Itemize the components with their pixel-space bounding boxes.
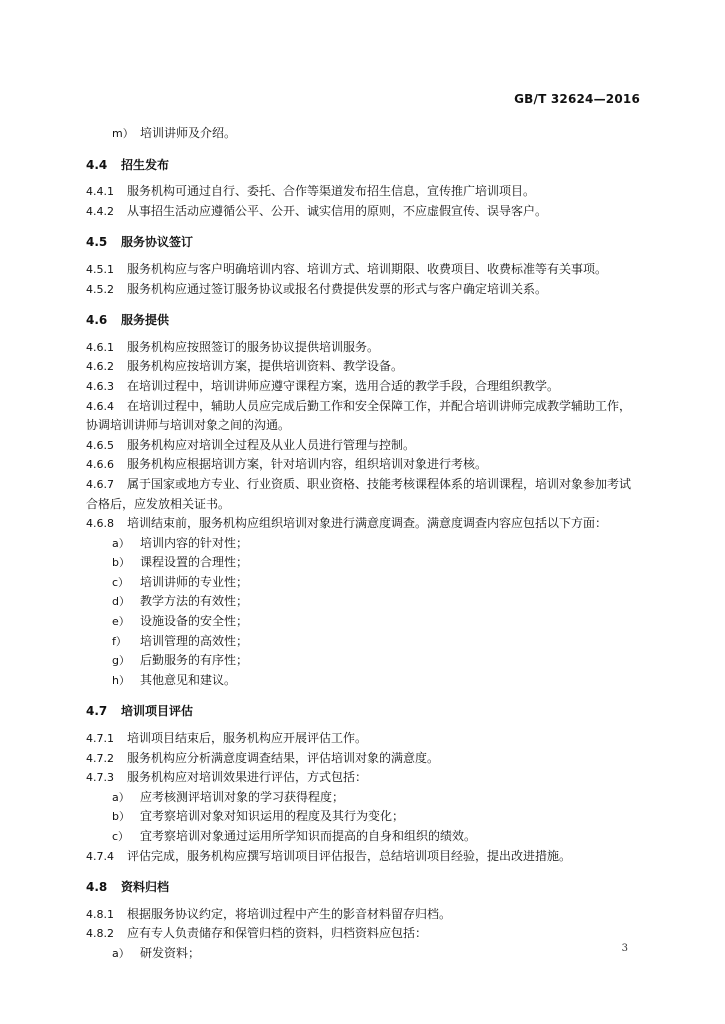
list-item xyxy=(86,671,642,691)
clause-text-continued: 合格后，应发放相关证书。 xyxy=(86,496,231,511)
list-item-text: 研发资料； xyxy=(140,945,201,960)
clause-number: 4.6.5 xyxy=(86,438,114,452)
list-item-label: b） xyxy=(112,556,130,570)
clause xyxy=(86,260,642,280)
list-item-text: 宜考察培训对象通过运用所学知识而提高的自身和组织的绩效。 xyxy=(140,829,477,843)
clause xyxy=(86,397,642,436)
clause-number: 4.6.8 xyxy=(86,517,114,531)
list-item xyxy=(86,124,642,144)
document-code: GB/T 32624—2016 xyxy=(514,92,640,106)
list-item xyxy=(86,651,642,671)
clause-text: 服务机构应对培训全过程及从业人员进行管理与控制。 xyxy=(127,437,416,452)
list-item-label: h） xyxy=(112,673,130,687)
clause-text: 从事招生活动应遵循公平、公开、诚实信用的原则，不应虚假宣传、误导客户。 xyxy=(127,203,548,218)
list-item-label: a） xyxy=(112,790,130,804)
list-item xyxy=(86,612,642,632)
clause xyxy=(86,455,642,475)
clause xyxy=(86,475,642,514)
list-item-label: f） xyxy=(112,634,127,648)
clause xyxy=(86,357,642,377)
list-item-text: 教学方法的有效性； xyxy=(140,594,249,609)
section-title: 招生发布 xyxy=(121,157,170,172)
clause-text: 服务机构应通过签订服务协议或报名付费提供发票的形式与客户确定培训关系。 xyxy=(127,281,548,296)
clause-text: 服务机构应对培训效果进行评估，方式包括： xyxy=(127,770,368,785)
clause xyxy=(86,514,642,534)
section-heading xyxy=(86,156,642,176)
clause-text: 应有专人负责储存和保管归档的资料，归档资料应包括： xyxy=(127,926,428,941)
list-item xyxy=(86,944,642,964)
clause-text: 在培训过程中，培训讲师应遵守课程方案，选用合适的教学手段，合理组织教学。 xyxy=(127,378,560,393)
clause-text: 培训结束前，服务机构应组织培训对象进行满意度调查。满意度调查内容应包括以下方面： xyxy=(127,516,608,531)
clause xyxy=(86,280,642,300)
clause-number: 4.7.4 xyxy=(86,849,114,863)
section-number: 4.8 xyxy=(86,880,108,895)
clause-number: 4.6.6 xyxy=(86,458,114,472)
section-number: 4.4 xyxy=(86,157,108,172)
clause-text: 服务机构应根据培训方案，针对培训内容，组织培训对象进行考核。 xyxy=(127,457,488,472)
section-heading xyxy=(86,233,642,253)
page-number: 3 xyxy=(621,943,628,954)
clause-text: 培训项目结束后，服务机构应开展评估工作。 xyxy=(127,731,368,746)
list-item xyxy=(86,807,642,827)
clause xyxy=(86,202,642,222)
clause-text: 服务机构应按培训方案，提供培训资料、教学设备。 xyxy=(127,359,404,374)
list-item xyxy=(86,592,642,612)
clause-number: 4.6.1 xyxy=(86,340,114,354)
list-item-label: a） xyxy=(112,536,130,550)
list-item-text: 设施设备的安全性； xyxy=(140,614,249,629)
list-item-text: 培训内容的针对性； xyxy=(140,535,249,550)
clause xyxy=(86,905,642,925)
list-item-text: 培训讲师的专业性； xyxy=(140,574,249,589)
clause xyxy=(86,847,642,867)
clause-number: 4.7.1 xyxy=(86,732,114,746)
clause-text: 服务机构应与客户明确培训内容、培训方式、培训期限、收费项目、收费标准等有关事项。 xyxy=(127,261,608,276)
section-title: 服务协议签订 xyxy=(121,235,194,250)
clause xyxy=(86,749,642,769)
clause-number: 4.7.3 xyxy=(86,771,114,785)
list-item-label: a） xyxy=(112,946,130,960)
list-item-label: m） xyxy=(112,127,134,140)
list-item xyxy=(86,632,642,652)
list-item xyxy=(86,534,642,554)
list-item-label: e） xyxy=(112,615,130,629)
list-item xyxy=(86,573,642,593)
section-number: 4.7 xyxy=(86,704,108,719)
section-number: 4.6 xyxy=(86,313,108,328)
clause-text-continued: 协调培训讲师与培训对象之间的沟通。 xyxy=(86,418,291,433)
list-item xyxy=(86,553,642,573)
list-item-text: 培训讲师及介绍。 xyxy=(140,126,237,140)
clause-number: 4.6.2 xyxy=(86,360,114,374)
clause xyxy=(86,924,642,944)
clause xyxy=(86,768,642,788)
clause-text: 根据服务协议约定，将培训过程中产生的影音材料留存归档。 xyxy=(127,906,452,921)
clause xyxy=(86,377,642,397)
page-content xyxy=(86,124,642,964)
section-title: 服务提供 xyxy=(121,313,170,328)
list-item-label: c） xyxy=(112,575,130,589)
list-item-text: 应考核测评培训对象的学习获得程度； xyxy=(140,789,345,804)
section-heading xyxy=(86,702,642,722)
list-item-label: g） xyxy=(112,654,130,668)
list-item-text: 其他意见和建议。 xyxy=(140,672,237,687)
clause-number: 4.6.7 xyxy=(86,477,114,491)
clause xyxy=(86,436,642,456)
list-item-text: 宜考察培训对象对知识运用的程度及其行为变化； xyxy=(140,809,405,824)
list-item-text: 后勤服务的有序性； xyxy=(140,653,249,668)
clause-number: 4.8.2 xyxy=(86,927,114,941)
clause xyxy=(86,338,642,358)
list-item-text: 培训管理的高效性； xyxy=(140,633,249,648)
list-item xyxy=(86,788,642,808)
clause xyxy=(86,182,642,202)
clause-number: 4.5.1 xyxy=(86,262,114,276)
section-heading xyxy=(86,878,642,898)
clause-number: 4.7.2 xyxy=(86,751,114,765)
clause-number: 4.4.2 xyxy=(86,204,114,218)
list-item-text: 课程设置的合理性； xyxy=(140,555,249,570)
clause-text: 属于国家或地方专业、行业资质、职业资格、技能考核课程体系的培训课程，培训对象参加考试 xyxy=(127,476,632,491)
clause-text: 评估完成，服务机构应撰写培训项目评估报告，总结培训项目经验，提出改进措施。 xyxy=(127,848,572,863)
clause-text: 服务机构可通过自行、委托、合作等渠道发布招生信息，宣传推广培训项目。 xyxy=(127,184,536,199)
clause-text: 服务机构应按照签订的服务协议提供培训服务。 xyxy=(127,339,380,354)
clause-text: 服务机构应分析满意度调查结果，评估培训对象的满意度。 xyxy=(127,750,440,765)
list-item-label: b） xyxy=(112,810,130,824)
clause-number: 4.4.1 xyxy=(86,185,114,199)
clause xyxy=(86,729,642,749)
section-number: 4.5 xyxy=(86,235,108,250)
clause-number: 4.5.2 xyxy=(86,282,114,296)
section-heading xyxy=(86,311,642,331)
clause-text: 在培训过程中，辅助人员应完成后勤工作和安全保障工作，并配合培训讲师完成教学辅助工作， xyxy=(127,398,632,413)
clause-number: 4.8.1 xyxy=(86,907,114,921)
list-item-label: d） xyxy=(112,595,130,609)
list-item-label: c） xyxy=(112,830,130,843)
section-title: 培训项目评估 xyxy=(121,704,194,719)
clause-number: 4.6.4 xyxy=(86,399,114,413)
clause-number: 4.6.3 xyxy=(86,379,114,393)
list-item xyxy=(86,827,642,847)
section-title: 资料归档 xyxy=(121,880,170,895)
